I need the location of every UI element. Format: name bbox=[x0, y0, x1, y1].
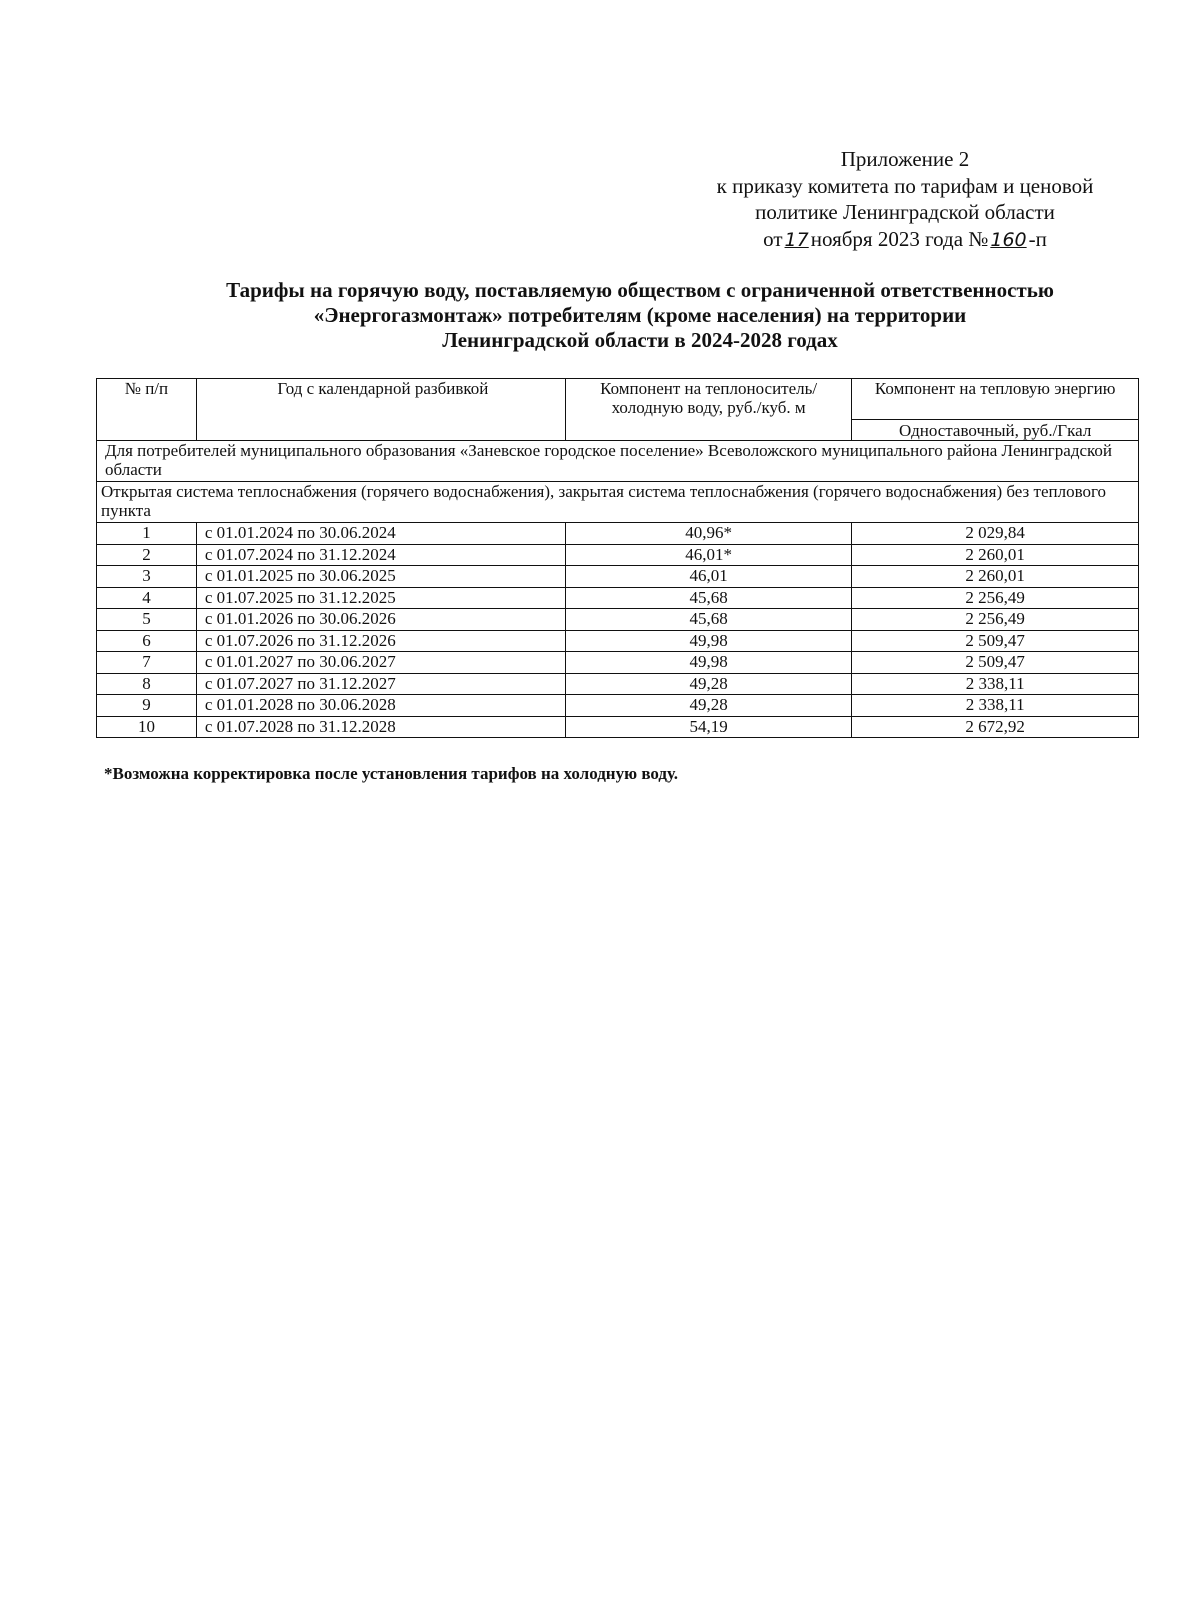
annex-date-prefix: от bbox=[763, 226, 783, 251]
table-row bbox=[97, 566, 1139, 588]
table-row bbox=[97, 673, 1139, 695]
cell-num: 7 bbox=[97, 652, 197, 674]
annex-block bbox=[680, 146, 1130, 253]
annex-date-suffix: -п bbox=[1028, 226, 1047, 251]
cell-period: с 01.07.2028 по 31.12.2028 bbox=[196, 716, 565, 738]
cell-period: с 01.01.2027 по 30.06.2027 bbox=[196, 652, 565, 674]
annex-date-line bbox=[680, 226, 1130, 254]
section-system: Открытая система теплоснабжения (горячего водоснабжения), закрытая система теплоснабжения (горячего водоснабжения) без теплового пункта bbox=[97, 482, 1139, 523]
cell-num: 2 bbox=[97, 544, 197, 566]
table-row bbox=[97, 652, 1139, 674]
header-energy: Компонент на тепловую энергию bbox=[852, 379, 1139, 420]
handwritten-day: 17 bbox=[784, 228, 809, 251]
cell-energy: 2 338,11 bbox=[852, 673, 1139, 695]
cell-energy: 2 672,92 bbox=[852, 716, 1139, 738]
cell-period: с 01.01.2028 по 30.06.2028 bbox=[196, 695, 565, 717]
cell-period: с 01.07.2025 по 31.12.2025 bbox=[196, 587, 565, 609]
cell-carrier: 45,68 bbox=[565, 609, 851, 631]
cell-energy: 2 256,49 bbox=[852, 587, 1139, 609]
cell-period: с 01.01.2025 по 30.06.2025 bbox=[196, 566, 565, 588]
annex-date-middle: ноября 2023 года № bbox=[810, 226, 989, 251]
title-line-1: Тарифы на горячую воду, поставляемую обществом с ограниченной ответственностью bbox=[226, 278, 1054, 302]
tariff-table-body bbox=[97, 441, 1139, 738]
cell-carrier: 46,01 bbox=[565, 566, 851, 588]
header-period: Год с календарной разбивкой bbox=[196, 379, 565, 441]
footnote: *Возможна корректировка после установления тарифов на холодную воду. bbox=[104, 764, 679, 783]
table-row bbox=[97, 587, 1139, 609]
annex-line-3: политике Ленинградской области bbox=[755, 200, 1055, 224]
cell-carrier: 49,28 bbox=[565, 695, 851, 717]
cell-period: с 01.07.2026 по 31.12.2026 bbox=[196, 630, 565, 652]
cell-carrier: 46,01* bbox=[565, 544, 851, 566]
section-row-system bbox=[97, 482, 1139, 523]
cell-num: 9 bbox=[97, 695, 197, 717]
cell-carrier: 45,68 bbox=[565, 587, 851, 609]
cell-carrier: 40,96* bbox=[565, 523, 851, 545]
cell-num: 6 bbox=[97, 630, 197, 652]
cell-period: с 01.01.2024 по 30.06.2024 bbox=[196, 523, 565, 545]
cell-num: 3 bbox=[97, 566, 197, 588]
tariff-table-head bbox=[97, 379, 1139, 441]
cell-num: 8 bbox=[97, 673, 197, 695]
cell-num: 10 bbox=[97, 716, 197, 738]
header-energy-sub: Одноставочный, руб./Гкал bbox=[852, 420, 1139, 441]
cell-carrier: 49,98 bbox=[565, 630, 851, 652]
table-row bbox=[97, 716, 1139, 738]
title-line-2: «Энергогазмонтаж» потребителям (кроме населения) на территории bbox=[313, 303, 967, 327]
annex-line-2: к приказу комитета по тарифам и ценовой bbox=[716, 173, 1094, 198]
title-line-3: Ленинградской области в 2024-2028 годах bbox=[442, 328, 838, 352]
cell-carrier: 49,98 bbox=[565, 652, 851, 674]
cell-carrier: 54,19 bbox=[565, 716, 851, 738]
tariff-table bbox=[96, 378, 1139, 738]
annex-line-1: Приложение 2 bbox=[840, 147, 970, 171]
cell-num: 4 bbox=[97, 587, 197, 609]
cell-energy: 2 338,11 bbox=[852, 695, 1139, 717]
cell-num: 1 bbox=[97, 523, 197, 545]
cell-energy: 2 509,47 bbox=[852, 652, 1139, 674]
table-row bbox=[97, 695, 1139, 717]
handwritten-order-number: 160 bbox=[990, 228, 1027, 251]
cell-energy: 2 509,47 bbox=[852, 630, 1139, 652]
header-num: № п/п bbox=[97, 379, 197, 441]
table-row bbox=[97, 630, 1139, 652]
header-carrier: Компонент на теплоноситель/ холодную воду, руб./куб. м bbox=[565, 379, 851, 441]
cell-period: с 01.01.2026 по 30.06.2026 bbox=[196, 609, 565, 631]
section-row-consumers bbox=[97, 441, 1139, 482]
cell-energy: 2 260,01 bbox=[852, 566, 1139, 588]
cell-period: с 01.07.2024 по 31.12.2024 bbox=[196, 544, 565, 566]
table-row bbox=[97, 544, 1139, 566]
cell-energy: 2 260,01 bbox=[852, 544, 1139, 566]
cell-energy: 2 256,49 bbox=[852, 609, 1139, 631]
cell-energy: 2 029,84 bbox=[852, 523, 1139, 545]
table-row bbox=[97, 523, 1139, 545]
table-row bbox=[97, 609, 1139, 631]
document-title bbox=[150, 278, 1130, 353]
cell-num: 5 bbox=[97, 609, 197, 631]
cell-period: с 01.07.2027 по 31.12.2027 bbox=[196, 673, 565, 695]
header-row bbox=[97, 379, 1139, 420]
cell-carrier: 49,28 bbox=[565, 673, 851, 695]
section-consumers: Для потребителей муниципального образования «Заневское городское поселение» Всеволожского муниципального района Ленинградской области bbox=[97, 441, 1139, 482]
